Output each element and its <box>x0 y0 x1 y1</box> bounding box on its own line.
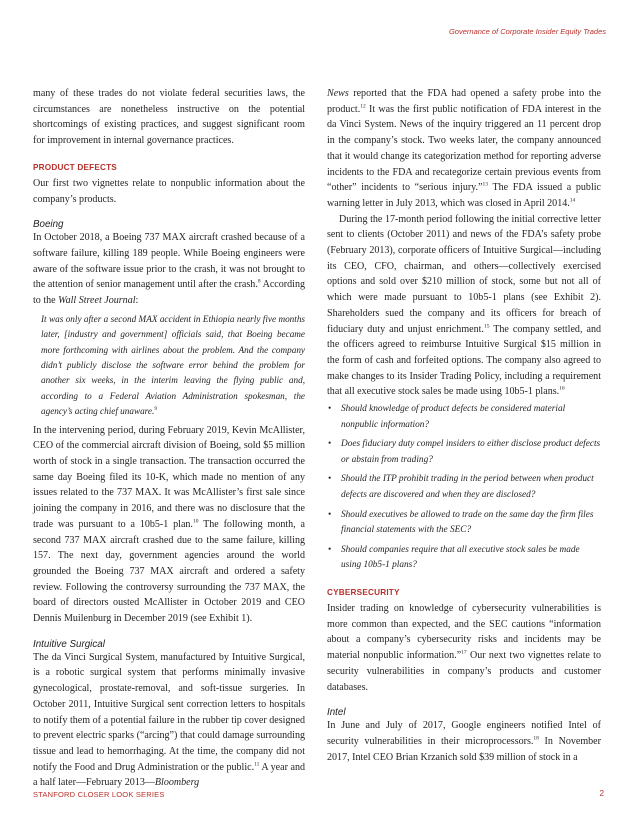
footer-series: STANFORD CLOSER LOOK SERIES <box>33 790 165 799</box>
subheading-intuitive-surgical: Intuitive Surgical <box>33 638 105 650</box>
footnote-ref: 13 <box>482 181 489 188</box>
question-list <box>327 402 601 574</box>
list-item: • Does fiduciary duty compel insiders to either disclose product defects or abstain from trading? <box>327 437 601 468</box>
footnote-ref: 12 <box>360 103 366 110</box>
subheading-boeing: Boeing <box>33 219 64 231</box>
footnote-ref: 11 <box>254 761 260 768</box>
footnote-ref: 10 <box>192 518 199 525</box>
paragraph-intro: many of these trades do not violate federal securities laws, the circumstances are nonetheless instructive on the potential shortcomings of existing practices, and suggest significant room for improvement in internal governance practices. <box>33 88 305 147</box>
footnote-ref: 15 <box>483 323 490 330</box>
footnote-ref: 17 <box>461 649 467 656</box>
paragraph-boeing-crash: In October 2018, a Boeing 737 MAX aircraft crashed because of a software failure, killing 189 people. While Boeing engineers were aware of the software issue prior to the crash, it was not brought to the attention of senior management until after the crash.$^8$ According to the Wall Street Journal: <box>33 232 305 307</box>
left-column <box>33 86 305 791</box>
list-item: • Should knowledge of product defects be considered material nonpublic information? <box>327 402 601 433</box>
publication-name: Bloomberg <box>154 777 200 789</box>
block-quote: It was only after a second MAX accident in Ethiopia nearly five months later, [industry and government] officials said, that Boeing became more forthcoming with airlines about the problem. And the company didn’t publicly disclose the software error behind the problem for another six weeks, in the interim leaving the flying public and, according to a Federal Aviation Administration spokesman, the agency’s acting chief unaware.$^9$ <box>41 313 305 417</box>
list-item: • Should companies require that all executive stock sales be made using 10b5-1 plans? <box>327 543 601 574</box>
paragraph-da-vinci: The da Vinci Surgical System, manufactured by Intuitive Surgical, is a robotic surgical system that performs minimally invasive gynecological, prostate-removal, and soft-tissue surgeries. In October 2011, Intuitive Surgical sent correction letters to hospitals to notify them of a potential failure in the rubber tip cover designed to prevent electric sparks (“arcing”) that could damage surrounding tissue and lead to hemorrhaging. At the time, the company did not notify the Food and Drug Administration or the public.$^{11}$ A year and a half later—February 2013—Bloomberg <box>33 651 305 789</box>
paragraph-fda-probe: News reported that the FDA had opened a safety probe into the product.$^{12}$ It was the first public notification of FDA interest in the da Vinci System. News of the inquiry triggered an 11 percent drop in the company’s stock. Two weeks later, the company announced that it would change its categorization method for reporting adverse incidents to the FDA and recategorize certain previous events from “other” incidents to “serious injury.”$^{13}$ The FDA issued a public warning letter in July 2013, which was closed in April 2014.14 <box>327 88 601 209</box>
publication-name: Wall Street Journal <box>58 295 136 307</box>
footnote-ref: 18 <box>533 735 539 742</box>
list-item: • Should executives be allowed to trade on the same day the firm files financial statements with the SEC? <box>327 508 601 539</box>
right-column <box>327 86 601 765</box>
paragraph-mcallister: In the intervening period, during February 2019, Kevin McAllister, CEO of the commercial aircraft division of Boeing, sold $5 million worth of stock in a single transaction. The transaction occurred the same day Boeing filed its 10-K, which made no mention of any issues related to the 737 MAX. It was McAllister’s first sale since joining the company in 2016, and there was no disclosure that the trade was pursuant to a 10b5-1 plan.$^{10}$ The following month, a second 737 MAX aircraft crashed due to the same failure, killing 157. The next day, government agencies around the world grounded the Boeing 737 MAX aircraft and ordered a safety review. Following the controversy surrounding the 737 MAX, the board of directors ousted McAllister in October 2019 and CEO Dennis Muilenburg in December 2019 (see Exhibit 1). <box>33 424 306 625</box>
section-heading-cybersecurity: CYBERSECURITY <box>327 588 400 597</box>
paragraph-officer-sales: During the 17-month period following the initial corrective letter sent to clients (October 2011) and news of the FDA’s safety probe (February 2013), corporate officers of Intuitive Surgical—including its CEO, CFO, chairman, and others—collectively exercised options and sold over $210 million of stock, some but not all of which were made pursuant to 10b5-1 plans (see Exhibit 2). Shareholders sued the company and its officers for breach of fiduciary duty and unjust enrichment.$^{15}$ The company settled, and the officers agreed to reimburse Intuitive Surgical $15 million in the form of cash and forfeited options. The company also agreed to make changes to its Insider Trading Policy, including a requirement that all executive stock sales be made using 10b5-1 plans.$^{16}$ <box>327 213 601 398</box>
publication-name: News <box>327 88 349 99</box>
footnote-ref: 16 <box>559 386 565 393</box>
page-number: 2 <box>599 789 604 798</box>
section-heading-product-defects: PRODUCT DEFECTS <box>33 162 117 172</box>
footnote-ref: 8 <box>257 278 261 285</box>
subheading-intel: Intel <box>327 707 346 719</box>
running-header: Governance of Corporate Insider Equity Trades <box>448 27 606 36</box>
footnote-ref: 9 <box>154 406 158 413</box>
footnote-ref: 14 <box>569 197 576 204</box>
paragraph-intel: In June and July of 2017, Google engineers notified Intel of security vulnerabilities in their microprocessors.$^{18}$ In November 2017, Intel CEO Brian Krzanich sold $39 million of stock in a <box>327 720 601 763</box>
list-item: • Should the ITP prohibit trading in the period between when product defects are discovered and when they are disclosed? <box>327 472 601 503</box>
paragraph-cyber-intro: Insider trading on knowledge of cybersecurity vulnerabilities is more common than expected, and the SEC cautions “information about a company’s cybersecurity risks and incidents may be material nonpublic information.”$^{17}$ Our next two vignettes relate to security vulnerabilities in company’s products and customer databases. <box>327 603 601 693</box>
paragraph-vignettes-intro: Our first two vignettes relate to nonpublic information about the company’s products. <box>33 177 305 205</box>
